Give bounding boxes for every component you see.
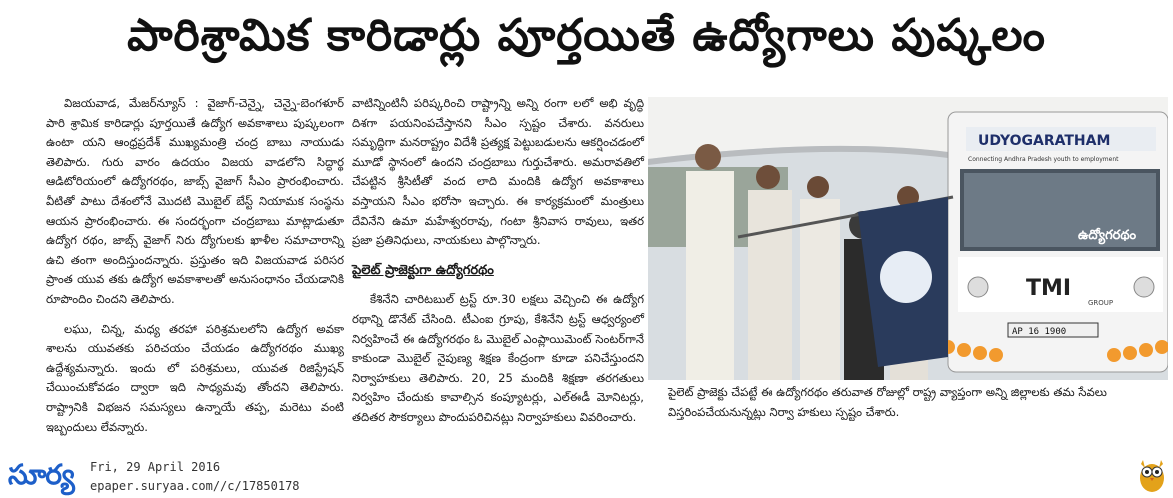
headline-banner <box>0 0 1173 82</box>
owl-icon <box>1137 456 1167 494</box>
headline: పారిశ్రామిక కారిడార్లు పూర్తయితే ఉద్యోగాలు పుష్కలం <box>127 10 1046 61</box>
article-column-1 <box>46 94 344 447</box>
bus-subtitle: Connecting Andhra Pradesh youth to employment <box>968 156 1119 163</box>
photo-caption: పైలెట్ ప్రాజెక్టు చేపట్టే ఈ ఉద్యోగరథం తరువాత రోజుల్లో రాష్ట్ర వ్యాప్తంగా అన్ని జిల్లాలకు తమ సేవలు విస్తరింపచేయనున్నట్లు నిర్వా హకులు స్పష్టం చేశారు. <box>668 385 1107 419</box>
paragraph: కేశినేని చారిటబుల్ ట్రస్ట్ రూ.30 లక్షలు వెచ్చించి ఈ ఉద్యోగ రథాన్ని డొనేట్ చేసింది. టీఎంఐ గ్రూపు, కేశినేని ట్రస్ట్ ఆధ్వర్యంలో నిర్వహించే ఈ ఉద్యోగరథం ఓ మొబైల్ ఎంప్లాయిమెంట్ సెంటర్‌గానే కాకుండా మొబైల్ నైపుణ్య శిక్షణ కేంద్రంగా కూడా పనిచేస్తుందని నిర్వాహకులు తెలిపారు. 20, 25 మందికి శిక్షణా తరగతులు నిర్వహిం చేందుకు కావాల్సిన కంప్యూటర్లు, ఎల్ఈడీ మోనిటర్లు, తదితర సౌకర్యాలు పొందుపరిచినట్లు నిర్వాహకులు వివరించారు. <box>352 292 644 424</box>
paragraph: విజయవాడ, మేజర్‌న్యూస్ : వైజాగ్-చెన్నై, చెన్నై-బెంగళూర్ పారి శ్రామిక కారిడార్లు పూర్తయితే ఉద్యోగ అవకాశాలు పుష్కలంగా ఉంటా యని ఆంధ్రప్రదేశ్ ముఖ్యమంత్రి చంద్ర బాబు నాయుడు తెలిపారు. గురు వారం ఉదయం విజయ వాడలోని సిద్ధార్థ ఆడిటోరియంలో ఉద్యోగరథం, జాబ్స్ వైజాగ్ సీఎం ప్రారంభించారు. వీటితో పాటు దేశంలోనే మొదటి మొబైల్ బేస్ట్ నియామక సంస్థను ఆయన ప్రారంభించారు. ఈ సందర్భంగా చంద్రబాబు మాట్లాడుతూ ఉద్యోగ రథం, జాబ్స్ వైజాగ్ నిరు ద్యోగులకు ఖాళీల సమాచారాన్ని ఉచి తంగా అందిస్తుందన్నారు. ప్రస్తుతం ఇది విజయవాడ పరిసర ప్రాంత యువ తకు ఉద్యోగ అవకాశాలతో అనుసంధానం చేయడానికి రూపొందిం చిందని తెలిపారు. <box>46 96 344 306</box>
epaper-url[interactable]: epaper.suryaa.com//c/17850178 <box>90 479 300 493</box>
news-photo <box>648 97 1168 380</box>
paragraph: వాటిన్నింటినీ పరిష్కరించి రాష్ట్రాన్ని అన్ని రంగా లలో అభి వృద్ధి దిశగా పయనింపచేస్తానని సీఎం స్పష్టం చేశారు. వనరులు సమృద్ధిగా మనరాష్ట్రం విదేశీ ప్రత్యక్ష పెట్టుబడులను ఆకర్షించడంలో మూడో స్థానంలో ఉందని చంద్రబాబు గుర్తుచేశారు. అమరావతిలో చేపట్టిన శ్రీసిటీతో వంద లాది మందికి ఉద్యోగ అవకాశాలు వస్తాయని సీఎం భరోసా ఇచ్చారు. ఈ కార్యక్రమంలో మంత్రులు దేవినేని ఉమా మహేశ్వరరావు, గంటా శ్రీనివాస రావులు, ఇతర ప్రజా ప్రతినిధులు, నాయకులు పాల్గొన్నారు. <box>352 96 644 248</box>
suryaa-logo: సూర్య <box>8 458 74 491</box>
footer <box>0 452 1173 498</box>
photo-illustration <box>648 97 1168 380</box>
edition-date: Fri, 29 April 2016 <box>90 460 221 474</box>
paragraph: లఘు, చిన్న, మధ్య తరహా పరిశ్రమలలోని ఉద్యోగ అవకా శాలను యువతకు పరిచయం చేయడం ఉద్యోగరథం ముఖ్య ఉద్దేశ్యమన్నారు. ఇందు లో పరిశ్రమలు, యువత రిజిస్ట్రేషన్ చేయించుకోవడం ద్వారా ఇది సాధ్యమవు తోందని తెలిపారు. రాష్ట్రానికి విభజన సమస్యలు ఉన్నాయే తప్ప, మరెటు వంటి ఇబ్బందులు లేవన్నారు. <box>46 321 344 434</box>
bus-brand: TMI <box>1026 276 1072 301</box>
bus-sign: UDYOGARATHAM <box>978 133 1111 149</box>
bus-brand-sub: GROUP <box>1088 299 1114 307</box>
license-plate: AP 16 1900 <box>1012 327 1067 337</box>
bus-telugu-label: ఉద్యోగరథం <box>1078 228 1137 243</box>
article-column-2 <box>352 94 644 438</box>
subheading: పైలెట్ ప్రాజెక్టుగా ఉద్యోగరథం <box>352 262 494 278</box>
